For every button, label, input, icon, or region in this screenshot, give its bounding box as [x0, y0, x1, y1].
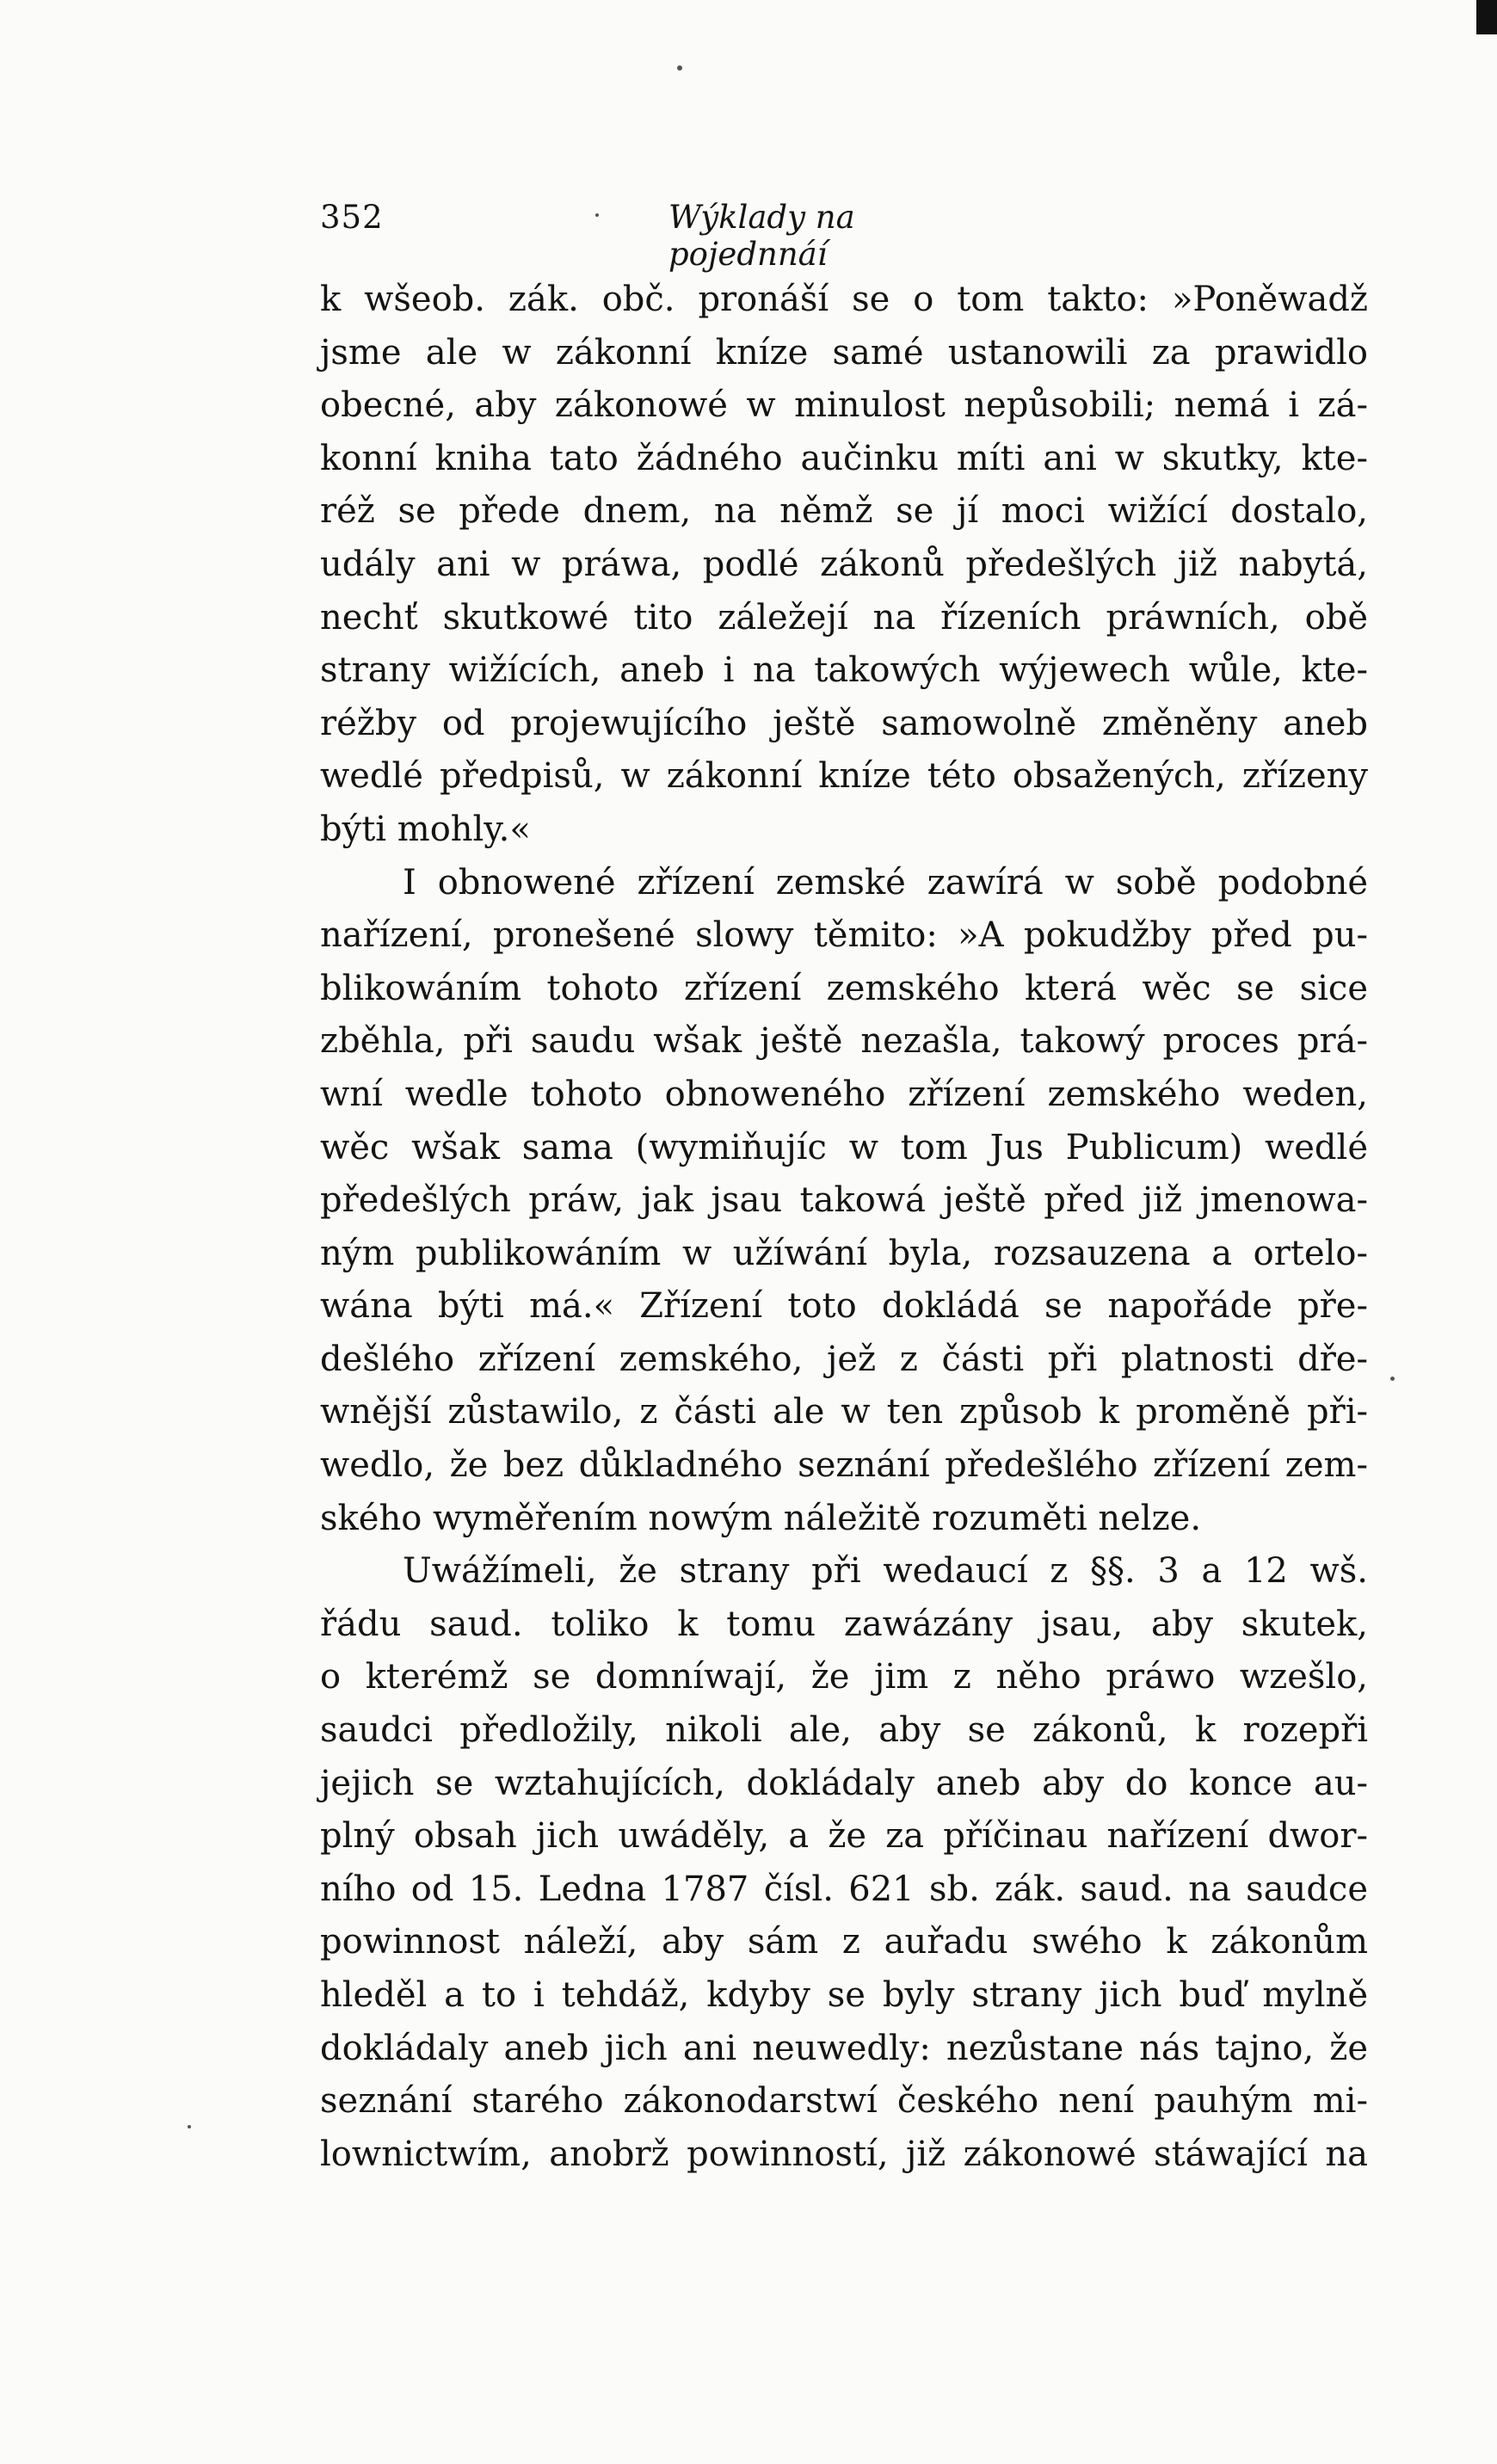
text-line: ným publikowáním w užíwání byla, rozsauzena a ortelo- — [320, 1233, 1368, 1273]
text-line: wedlo, že bez důkladného seznání předešlého zřízení zem- — [320, 1445, 1368, 1486]
scan-speck — [1390, 1377, 1395, 1381]
text-line: konní kniha tato žádného aučinku míti ani w skutky, kte- — [320, 438, 1368, 478]
scan-edge-mark — [1476, 0, 1497, 34]
text-line: strany wižících, aneb i na takowých wýjewech wůle, kte- — [320, 650, 1368, 691]
text-line: seznání starého zákonodarstwí českého není pauhým mi- — [320, 2081, 1368, 2122]
scan-speck — [677, 65, 682, 71]
text-line: k wšeob. zák. obč. pronáší se o tom takto: »Poněwadž — [320, 280, 1368, 319]
paragraph-end-line: ského wyměřením nowým náležitě rozuměti nelze. — [320, 1498, 1202, 1538]
paragraph-start-line: I obnowené zřízení zemské zawírá w sobě podobné — [403, 862, 1368, 902]
text-line: blikowáním tohoto zřízení zemského která wěc se sice — [320, 968, 1368, 1008]
paragraph-start-line: Uwážímeli, že strany při wedaucí z §§. 3 a 12 wš. — [403, 1551, 1368, 1592]
text-line: udály ani w práwa, podlé zákonů předešlých již nabytá, — [320, 544, 1368, 584]
text-line: wnější zůstawilo, z části ale w ten způsob k proměně při- — [320, 1392, 1368, 1432]
text-line: lownictwím, anobrž powinností, již zákonowé stáwající na — [320, 2134, 1368, 2174]
text-line: nařízení, pronešené slowy těmito: »A pokudžby před pu- — [320, 915, 1368, 956]
page-number: 352 — [320, 199, 384, 236]
paragraph-end-line: býti mohly.« — [320, 809, 531, 849]
text-line: o kterémž se domníwají, že jim z něho práwo wzešlo, — [320, 1657, 1368, 1697]
text-line: wní wedle tohoto obnoweného zřízení zemského weden, — [320, 1074, 1368, 1114]
text-line: ního od 15. Ledna 1787 čísl. 621 sb. zák. saud. na saudce — [320, 1869, 1368, 1909]
text-line: wěc wšak sama (wymiňujíc w tom Jus Publicum) wedlé — [320, 1127, 1368, 1167]
text-line: zběhla, při saudu wšak ještě nezašla, takowý proces prá- — [320, 1021, 1368, 1062]
text-line: wána býti má.« Zřízení toto dokládá se napořáde pře- — [320, 1286, 1368, 1327]
text-line: plný obsah jich uwáděly, a že za příčinau nařízení dwor- — [320, 1816, 1368, 1857]
text-line: dešlého zřízení zemského, jež z části při platnosti dře- — [320, 1339, 1368, 1379]
text-line: řádu saud. toliko k tomu zawázány jsau, aby skutek, — [320, 1604, 1368, 1644]
text-line: dokládaly aneb jich ani neuwedly: nezůstane nás tajno, že — [320, 2028, 1368, 2068]
text-line: wedlé předpisů, w zákonní kníze této obsažených, zřízeny — [320, 756, 1368, 797]
text-line: hleděl a to i tehdáž, kdyby se byly strany jich buď mylně — [320, 1975, 1368, 2015]
text-line: nechť skutkowé tito záležejí na řízeních práwních, obě — [320, 597, 1368, 638]
text-line: jejich se wztahujících, dokládaly aneb aby do konce au- — [320, 1763, 1368, 1803]
text-line: powinnost náleží, aby sám z auřadu swého k zákonům — [320, 1922, 1368, 1962]
text-line: réžby od projewujícího ještě samowolně změněny aneb — [320, 703, 1368, 743]
text-line: obecné, aby zákonowé w minulost nepůsobili; nemá i zá- — [320, 385, 1368, 426]
text-line: předešlých práw, jak jsau takowá ještě před již jmenowa- — [320, 1180, 1368, 1221]
page-header — [320, 194, 1019, 273]
text-line: réž se přede dnem, na němž se jí moci wižící dostalo, — [320, 491, 1368, 532]
running-title: Wýklady na pojednnáí — [668, 199, 855, 273]
text-line: jsme ale w zákonní kníze samé ustanowili za prawidlo — [320, 332, 1368, 373]
text-line: saudci předložily, nikoli ale, aby se zákonů, k rozepři — [320, 1710, 1368, 1751]
scan-speck — [188, 2125, 191, 2128]
body-text — [320, 274, 1368, 2181]
